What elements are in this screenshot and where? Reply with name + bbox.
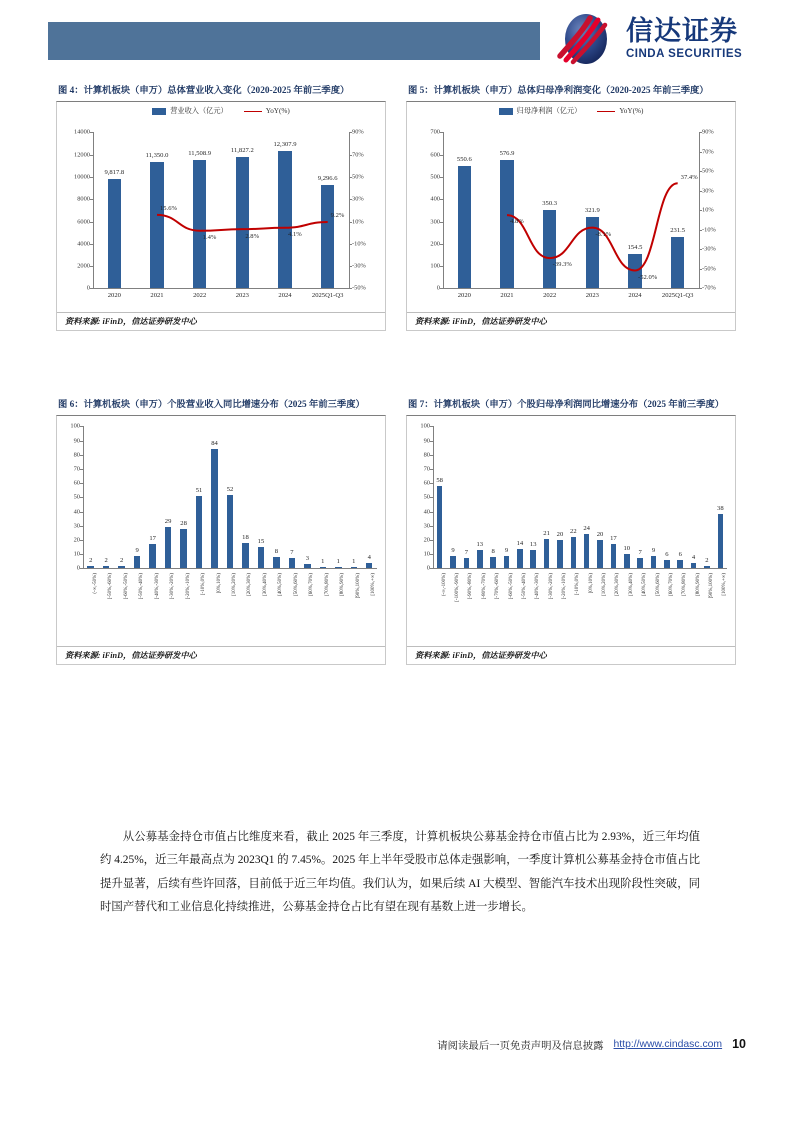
page-header <box>0 0 794 72</box>
bar-value-label: 20 <box>596 531 604 538</box>
chart-bar <box>366 563 372 569</box>
figure-7-source: 资料来源: iFinD，信达证券研发中心 <box>407 646 735 664</box>
x-axis-label: 2021 <box>150 292 164 300</box>
chart-bar <box>437 486 443 568</box>
x-axis-label: [80%,90%) <box>340 573 346 597</box>
bar-value-label: 11,827.2 <box>230 146 254 154</box>
x-axis-label: [-20%,-10%) <box>561 573 567 600</box>
y-axis-tick-label: 500 <box>430 173 440 181</box>
bar-value-label: 576.9 <box>499 149 515 157</box>
chart-bar <box>320 567 326 568</box>
chart-bar <box>149 544 155 568</box>
x-axis-label: [-10%,0%) <box>201 573 207 596</box>
figure-7-title: 图 7：计算机板块（申万）个股归母净利润同比增速分布（2025 年前三季度） <box>408 400 725 410</box>
bar-value-label: 11,350.0 <box>145 151 169 159</box>
y-axis-tick-label: 14000 <box>74 128 90 136</box>
chart-bar <box>351 567 357 568</box>
chart-bar <box>118 566 124 569</box>
chart-plot-area <box>430 128 716 300</box>
chart-bar <box>87 566 93 569</box>
bar-value-label: 13 <box>476 540 484 548</box>
line-value-label: 1.4% <box>202 234 217 242</box>
x-axis-label: [-10%,0%) <box>575 573 581 596</box>
chart-plot-area <box>74 128 366 300</box>
bar-value-label: 2 <box>120 556 124 564</box>
x-axis-label: [-50%,-40%) <box>521 573 527 600</box>
y-axis-line <box>433 426 434 568</box>
bar-value-label: 9 <box>651 546 656 554</box>
legend-bar-swatch <box>499 108 513 115</box>
bar-value-label: 8 <box>274 548 279 556</box>
chart-bar <box>504 556 510 569</box>
line-value-label: 4.8% <box>510 218 524 226</box>
figure-7-chart <box>407 416 735 646</box>
line-value-label: 15.6% <box>160 205 178 213</box>
cinda-logo-icon <box>556 12 616 66</box>
bar-value-label: 2 <box>705 556 709 564</box>
chart-legend-item <box>244 107 290 115</box>
chart-bar <box>637 558 643 568</box>
line-value-label: 4.1% <box>288 231 302 239</box>
bar-value-label: 17 <box>149 535 156 543</box>
x-axis-label: [70%,80%) <box>324 573 330 597</box>
bar-value-label: 4 <box>691 553 696 561</box>
bar-value-label: 84 <box>211 440 218 448</box>
y-axis-tick-label: 30 <box>423 522 430 530</box>
figure-7 <box>406 398 736 665</box>
y2-axis-tick-label: -30% <box>352 262 366 270</box>
chart-bar <box>464 558 470 568</box>
x-axis-label: [50%,60%) <box>655 573 661 597</box>
x-axis-label: [70%,80%) <box>682 573 688 597</box>
x-axis-label: 2025Q1-Q3 <box>311 292 344 300</box>
x-axis-label: [100%,+∞) <box>722 573 728 597</box>
y2-axis-tick-label: -10% <box>352 240 366 248</box>
bar-value-label: 13 <box>529 540 537 548</box>
bar-value-label: 7 <box>638 549 642 557</box>
bar-value-label: 6 <box>665 550 669 558</box>
chart-plot-area <box>420 422 728 603</box>
y2-axis-tick-label: -70% <box>702 284 716 292</box>
x-axis-label: [-70%,-60%) <box>495 573 501 600</box>
chart-bar <box>211 449 217 568</box>
y2-axis-tick-label: 50% <box>352 173 364 181</box>
y-axis-tick-label: 200 <box>430 240 440 248</box>
figure-4 <box>56 84 386 331</box>
y2-axis-tick-label: 90% <box>352 128 364 136</box>
y-axis-tick-label: 80 <box>423 451 430 459</box>
y2-axis-tick-label: 30% <box>352 195 364 203</box>
chart-bar <box>196 496 202 568</box>
x-axis-label: [50%,60%) <box>293 573 299 597</box>
y2-axis-line <box>699 132 700 288</box>
x-axis-line <box>83 568 377 569</box>
bar-value-label: 9 <box>451 546 455 554</box>
chart-bar <box>165 527 171 568</box>
x-axis-line <box>443 288 699 289</box>
bar-value-label: 2 <box>89 556 93 564</box>
chart-bar <box>597 540 603 568</box>
bar-value-label: 28 <box>180 519 187 527</box>
y-axis-tick-label: 10 <box>73 550 80 558</box>
figure-5 <box>406 84 736 331</box>
y-axis-tick-label: 70 <box>423 465 430 473</box>
figure-4-title: 图 4：计算机板块（申万）总体营业收入变化（2020-2025 年前三季度） <box>58 86 350 96</box>
bar-value-label: 1 <box>352 557 356 565</box>
chart-bar <box>242 543 248 569</box>
bar-value-label: 4 <box>367 553 371 561</box>
bar-value-label: 15 <box>257 538 265 546</box>
y-axis-tick-label: 0 <box>436 284 440 292</box>
legend-label: 归母净利润（亿元） <box>516 107 582 116</box>
bar-value-label: 8 <box>491 548 495 556</box>
bar-value-label: 58 <box>436 477 443 485</box>
chart-bar <box>490 557 496 568</box>
y-axis-tick-label: 90 <box>423 437 430 445</box>
chart-bar <box>691 563 697 569</box>
y-axis-tick-label: 4000 <box>77 240 90 248</box>
chart-bar <box>677 560 683 569</box>
x-axis-label: 2024 <box>628 292 642 300</box>
bar-value-label: 321.9 <box>584 206 600 214</box>
brand-name-en: CINDA SECURITIES <box>626 47 743 60</box>
y-axis-tick-label: 2000 <box>77 262 90 270</box>
chart-bar <box>624 554 630 568</box>
chart-bar <box>718 514 724 568</box>
figure-5-title: 图 5：计算机板块（申万）总体归母净利润变化（2020-2025 年前三季度） <box>408 86 709 96</box>
figure-5-box <box>406 101 736 331</box>
page-number: 10 <box>732 1037 746 1051</box>
x-axis-label: [90%,100%) <box>708 573 714 599</box>
bar-value-label: 22 <box>570 528 577 536</box>
x-axis-label: 2023 <box>585 292 599 300</box>
line-value-label: -8.1% <box>595 231 612 239</box>
bar-value-label: 14 <box>516 539 524 547</box>
x-axis-label: 2020 <box>457 292 471 300</box>
chart-bar <box>664 560 670 569</box>
x-axis-label: 2025Q1-Q3 <box>661 292 694 300</box>
y-axis-tick-label: 12000 <box>74 151 90 159</box>
chart-bar <box>273 557 279 568</box>
chart-bar <box>180 529 186 569</box>
x-axis-label: [40%,50%) <box>642 573 648 597</box>
chart-bar <box>304 564 310 568</box>
y2-axis-tick-label: 10% <box>702 206 714 214</box>
x-axis-label: [0%,10%) <box>588 573 594 594</box>
chart-bar <box>258 547 264 568</box>
y-axis-tick-label: 80 <box>73 451 80 459</box>
y-axis-tick-label: 40 <box>423 508 430 516</box>
bar-value-label: 17 <box>610 535 617 543</box>
y2-axis-tick-label: -10% <box>702 226 716 234</box>
chart-bar <box>227 495 233 569</box>
trend-line <box>93 132 349 288</box>
x-axis-label: [0%,10%) <box>216 573 222 594</box>
bar-value-label: 29 <box>164 518 172 526</box>
bar-value-label: 12,307.9 <box>273 141 297 149</box>
figure-6-chart <box>57 416 385 646</box>
y-axis-tick-label: 60 <box>73 479 80 487</box>
x-axis-label: [80%,90%) <box>695 573 701 597</box>
chart-bar <box>450 556 456 569</box>
x-axis-label: [-90%,-80%) <box>468 573 474 600</box>
y2-axis-tick-label: 70% <box>352 151 364 159</box>
figure-5-chart <box>407 102 735 312</box>
bar-value-label: 20 <box>556 531 564 538</box>
x-axis-label: (-∞,-100%) <box>441 573 447 597</box>
y2-axis-tick-label: 70% <box>702 148 714 156</box>
chart-bar <box>584 534 590 568</box>
x-axis-line <box>93 288 349 289</box>
chart-bar <box>517 549 523 569</box>
x-axis-label: [30%,40%) <box>262 573 268 597</box>
bar-value-label: 9 <box>135 546 139 554</box>
bar-value-label: 350.3 <box>542 200 558 208</box>
x-axis-label: [-100%,-90%) <box>455 573 461 603</box>
bar-value-label: 1 <box>321 557 325 565</box>
y2-axis-tick-label: -50% <box>352 284 366 292</box>
y-axis-tick-label: 50 <box>423 493 430 501</box>
chart-bar <box>103 566 109 569</box>
bar-value-label: 7 <box>290 549 294 557</box>
chart-bar <box>651 556 657 569</box>
line-value-label: -52.0% <box>638 273 658 281</box>
chart-bar <box>335 567 341 568</box>
chart-legend-item <box>597 107 643 115</box>
page-footer <box>0 1032 794 1056</box>
y-axis-tick-label: 8000 <box>77 195 90 203</box>
y-axis-tick-label: 10000 <box>74 173 90 181</box>
x-axis-label: [-60%,-50%) <box>508 573 514 600</box>
figure-6-title: 图 6：计算机板块（申万）个股营业收入同比增速分布（2025 年前三季度） <box>58 400 365 410</box>
bar-value-label: 6 <box>678 550 682 558</box>
x-axis-label: [-20%,-10%) <box>185 573 191 600</box>
chart-bar <box>134 556 140 569</box>
x-axis-label: [30%,40%) <box>628 573 634 597</box>
y-axis-tick-label: 100 <box>70 422 80 430</box>
chart-bar <box>571 537 577 568</box>
y-axis-tick-label: 400 <box>430 195 440 203</box>
y2-axis-tick-label: 90% <box>702 128 714 136</box>
bar-value-label: 231.5 <box>670 226 686 234</box>
x-axis-label: [-30%,-20%) <box>548 573 554 600</box>
bar-value-label: 2 <box>104 556 108 564</box>
chart-bar <box>530 550 536 568</box>
bar-value-label: 7 <box>464 549 469 557</box>
bar-value-label: 9,296.6 <box>317 174 338 182</box>
figure-6 <box>56 398 386 665</box>
y-axis-tick-label: 700 <box>430 128 440 136</box>
header-blue-bar <box>48 22 540 60</box>
x-axis-label: 2024 <box>278 292 292 300</box>
y-axis-tick-label: 20 <box>73 536 80 544</box>
bar-value-label: 18 <box>242 533 249 541</box>
chart-bar <box>611 544 617 568</box>
y2-axis-tick-label: 30% <box>702 187 714 195</box>
bar-value-label: 24 <box>583 525 590 533</box>
y-axis-tick-label: 10 <box>423 550 430 558</box>
x-axis-label: [-60%,-50%) <box>123 573 129 600</box>
legend-label: YoY(%) <box>619 107 644 116</box>
y2-axis-tick-label: 50% <box>702 167 714 175</box>
legend-bar-swatch <box>152 108 166 115</box>
bar-value-label: 11,508.9 <box>188 150 212 158</box>
body-paragraph: 从公募基金持仓市值占比维度来看，截止 2025 年三季度，计算机板块公募基金持仓市值占比为 2.93%，近三年均值约 4.25%，近三年最高点为 2023Q1 的 7.45%。2025 年上半年受股市总体走强影响，一季度计算机公募基金持仓市值占比提升显著，后续有些许回落，目前低于近三年均值。我们认为，如果后续 AI 大模型、智能汽车技术出现阶段性突破，同时国产替代和工业信息化持续推进，公募基金持仓占比有望在现有基数上进一步增长。 <box>100 831 700 913</box>
line-value-label: -39.3% <box>552 261 572 269</box>
x-axis-label: [-40%,-30%) <box>154 573 160 600</box>
y-axis-tick-label: 600 <box>430 151 440 159</box>
chart-bar <box>557 540 563 568</box>
x-axis-label: [-50%,-40%) <box>139 573 145 600</box>
x-axis-label: (-∞,-50%) <box>92 573 98 595</box>
figure-7-box <box>406 415 736 665</box>
y-axis-line <box>83 426 84 568</box>
y-axis-tick-label: 40 <box>73 508 80 516</box>
y-axis-tick-label: 100 <box>420 422 430 430</box>
y2-axis-tick-label: -30% <box>702 245 716 253</box>
line-value-label: 2.8% <box>245 232 260 240</box>
figure-4-source: 资料来源: iFinD，信达证券研发中心 <box>57 312 385 330</box>
chart-legend-item <box>499 106 582 116</box>
y-axis-tick-label: 300 <box>430 218 440 226</box>
x-axis-label: [20%,30%) <box>615 573 621 597</box>
figure-5-source: 资料来源: iFinD，信达证券研发中心 <box>407 312 735 330</box>
y-axis-tick-label: 100 <box>430 262 440 270</box>
x-axis-label: [60%,70%) <box>668 573 674 597</box>
x-axis-label: [10%,20%) <box>232 573 237 597</box>
bar-value-label: 51 <box>195 486 203 494</box>
figure-4-chart <box>57 102 385 312</box>
x-axis-label: [100%,+∞) <box>371 573 377 597</box>
y-axis-tick-label: 90 <box>73 437 80 445</box>
legend-label: 营业收入（亿元） <box>170 107 228 116</box>
x-axis-label: [20%,30%) <box>247 573 253 597</box>
y2-axis-tick-label: 10% <box>352 218 364 226</box>
y-axis-tick-label: 60 <box>423 479 430 487</box>
figure-4-box <box>56 101 386 331</box>
footer-url-link[interactable]: http://www.cindasc.com <box>613 1038 723 1050</box>
y-axis-tick-label: 0 <box>76 564 80 572</box>
legend-line-swatch <box>244 111 262 112</box>
x-axis-label: 2022 <box>193 292 207 300</box>
x-axis-label: 2022 <box>543 292 557 300</box>
x-axis-label: [10%,20%) <box>602 573 608 597</box>
figure-6-source: 资料来源: iFinD，信达证券研发中心 <box>57 646 385 664</box>
legend-line-swatch <box>597 111 615 112</box>
y-axis-tick-label: 50 <box>73 493 80 501</box>
y2-axis-tick-label: -50% <box>702 265 716 273</box>
chart-plot-area <box>70 422 377 600</box>
y-axis-tick-label: 30 <box>73 522 80 530</box>
line-value-label: 9.2% <box>330 212 345 220</box>
figure-6-box <box>56 415 386 665</box>
bar-value-label: 550.6 <box>456 155 472 163</box>
chart-bar <box>544 539 550 569</box>
x-axis-line <box>433 568 727 569</box>
x-axis-label: 2023 <box>235 292 249 300</box>
x-axis-label: 2020 <box>107 292 121 300</box>
legend-label: YoY(%) <box>265 107 290 116</box>
line-value-label: 37.4% <box>680 173 698 181</box>
bar-value-label: 52 <box>226 485 234 493</box>
bar-value-label: 154.5 <box>627 243 643 251</box>
footer-disclaimer: 请阅读最后一页免责声明及信息披露 <box>437 1040 604 1052</box>
chart-bar <box>477 550 483 568</box>
x-axis-label: [-80%,-70%) <box>481 573 487 600</box>
x-axis-label: [60%,70%) <box>309 573 315 597</box>
x-axis-label: 2021 <box>500 292 514 300</box>
bar-value-label: 9,817.8 <box>104 169 125 176</box>
bar-value-label: 10 <box>623 545 631 553</box>
bar-value-label: 38 <box>717 505 724 513</box>
chart-bar <box>704 566 710 569</box>
x-axis-label: [-40%,-30%) <box>535 573 541 600</box>
y-axis-tick-label: 0 <box>426 564 430 572</box>
bar-value-label: 3 <box>305 555 310 563</box>
x-axis-label: [40%,50%) <box>278 573 284 597</box>
x-axis-label: [90%,100%) <box>355 573 361 599</box>
bar-value-label: 9 <box>504 546 509 554</box>
chart-legend-item <box>152 106 228 116</box>
y2-axis-line <box>349 132 350 288</box>
x-axis-label: [-50%,-60%) <box>108 573 114 600</box>
y-axis-tick-label: 0 <box>86 284 90 292</box>
chart-bar <box>289 558 295 568</box>
y-axis-tick-label: 6000 <box>77 218 90 226</box>
bar-value-label: 1 <box>336 557 340 565</box>
x-axis-label: [-30%,-20%) <box>170 573 176 600</box>
company-logo <box>556 10 788 68</box>
y-axis-tick-label: 20 <box>423 536 430 544</box>
bar-value-label: 21 <box>543 529 550 537</box>
y-axis-tick-label: 70 <box>73 465 80 473</box>
brand-name-cn: 信达证券 <box>626 15 738 46</box>
